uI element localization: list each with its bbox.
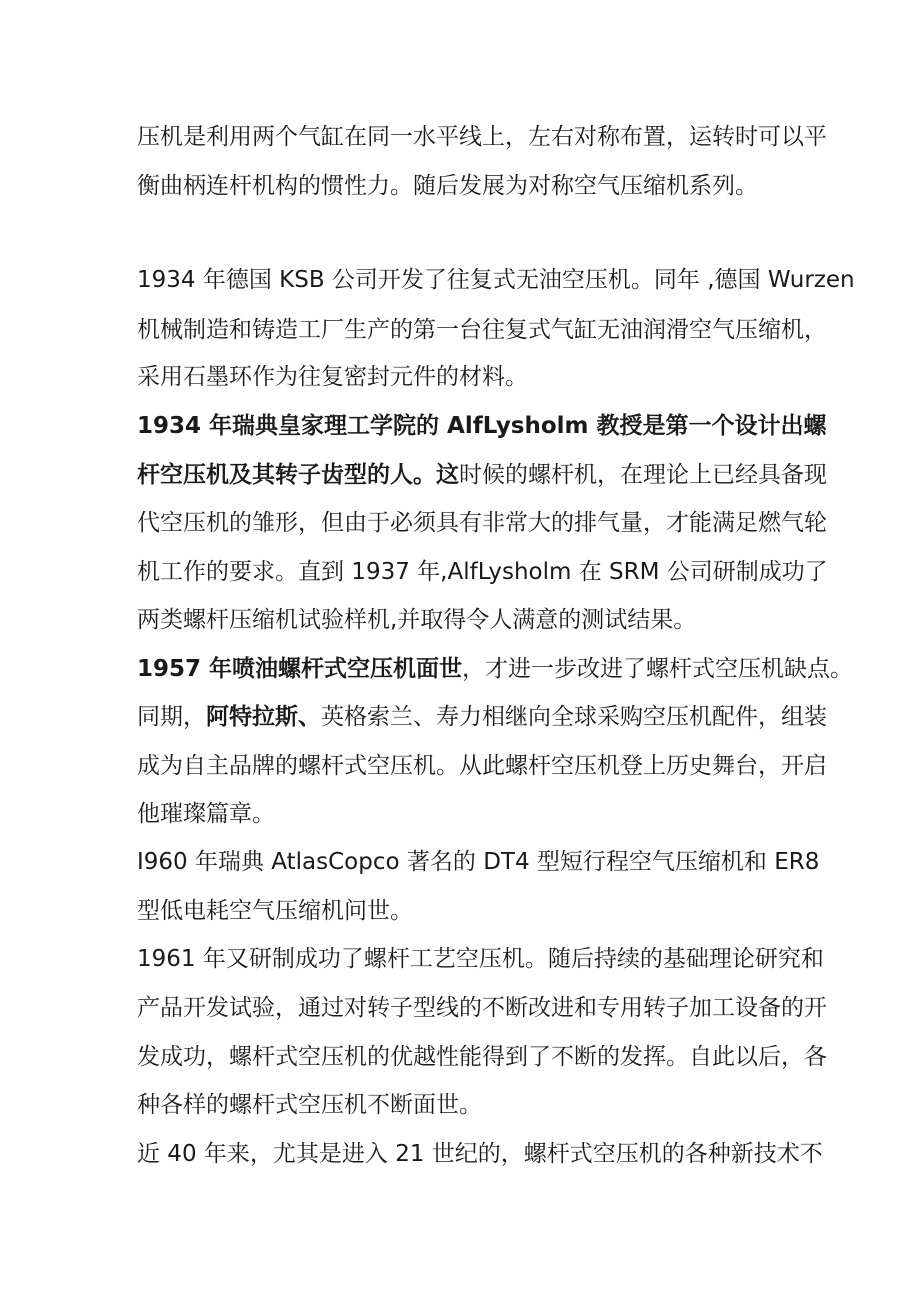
text-line	[137, 985, 827, 1031]
text-line	[137, 694, 827, 740]
bold-text-span: 这	[436, 462, 459, 488]
text-line	[137, 1131, 823, 1177]
text-line	[137, 500, 827, 546]
text-line	[137, 791, 807, 837]
text-line	[137, 163, 807, 209]
text-span: 种各样的螺杆式空压机不断面世。	[137, 1092, 482, 1118]
text-line	[137, 257, 855, 303]
text-line	[137, 403, 827, 449]
text-span: 成为自主品牌的螺杆式空压机。从此螺杆空压机登上历史舞台，开启	[137, 753, 827, 779]
text-span: 1934 年德国 KSB 公司开发了往复式无油空压机。同年 ,德国 Wurzen	[137, 267, 855, 293]
text-line	[137, 743, 827, 789]
text-span: 衡曲柄连杆机构的惯性力。随后发展为对称空气压缩机系列。	[137, 173, 758, 199]
text-span: 机械制造和铸造工厂生产的第一台往复式气缸无油润滑空气压缩机，	[137, 317, 827, 343]
text-line	[137, 936, 824, 982]
text-span: ，才进一步改进了螺杆式空压机缺点。	[462, 656, 854, 682]
text-line	[137, 646, 854, 692]
text-line	[137, 549, 828, 595]
text-line	[137, 354, 807, 400]
text-line	[137, 114, 827, 160]
text-span: 英格索兰、寿力相继向全球采购空压机配件，组装	[321, 704, 827, 730]
text-line	[137, 597, 807, 643]
text-span: 发成功，螺杆式空压机的优越性能得到了不断的发挥。自此以后，各	[137, 1044, 827, 1070]
text-span: 1961 年又研制成功了螺杆工艺空压机。随后持续的基础理论研究和	[137, 946, 824, 972]
text-span: 两类螺杆压缩机试验样机,并取得令人满意的测试结果。	[137, 607, 697, 633]
text-span: 产品开发试验，通过对转子型线的不断改进和专用转子加工设备的开	[137, 995, 827, 1021]
text-span: 采用石墨环作为往复密封元件的材料。	[137, 364, 528, 390]
bold-text-span: 1957 年喷油螺杆式空压机面世	[137, 656, 463, 682]
bold-text-span: 杆空压机及其转子齿型的人。	[137, 462, 436, 488]
text-span: 型低电耗空气压缩机问世。	[137, 898, 413, 924]
text-span: 同期，	[137, 704, 206, 730]
text-span: 他璀璨篇章。	[137, 801, 275, 827]
bold-text-span: 阿特拉斯、	[206, 704, 321, 730]
text-span: 时候的螺杆机，在理论上已经具备现	[459, 462, 827, 488]
text-span: 机工作的要求。直到 1937 年,AlfLysholm 在 SRM 公司研制成功了	[137, 559, 828, 585]
text-span: 代空压机的雏形，但由于必须具有非常大的排气量，才能满足燃气轮	[137, 510, 827, 536]
text-line	[137, 307, 827, 353]
text-line	[137, 452, 827, 498]
text-line	[137, 888, 807, 934]
bold-text-span: 1934 年瑞典皇家理工学院的 AlfLysholm 教授是第一个设计出螺	[137, 413, 827, 439]
text-span: 近 40 年来，尤其是进入 21 世纪的，螺杆式空压机的各种新技术不	[137, 1141, 823, 1167]
text-line	[137, 839, 820, 885]
text-line	[137, 1082, 807, 1128]
text-span: 压机是利用两个气缸在同一水平线上，左右对称布置，运转时可以平	[137, 124, 827, 150]
text-line	[137, 1034, 827, 1080]
text-span: I960 年瑞典 AtlasCopco 著名的 DT4 型短行程空气压缩机和 ER8	[137, 849, 820, 875]
